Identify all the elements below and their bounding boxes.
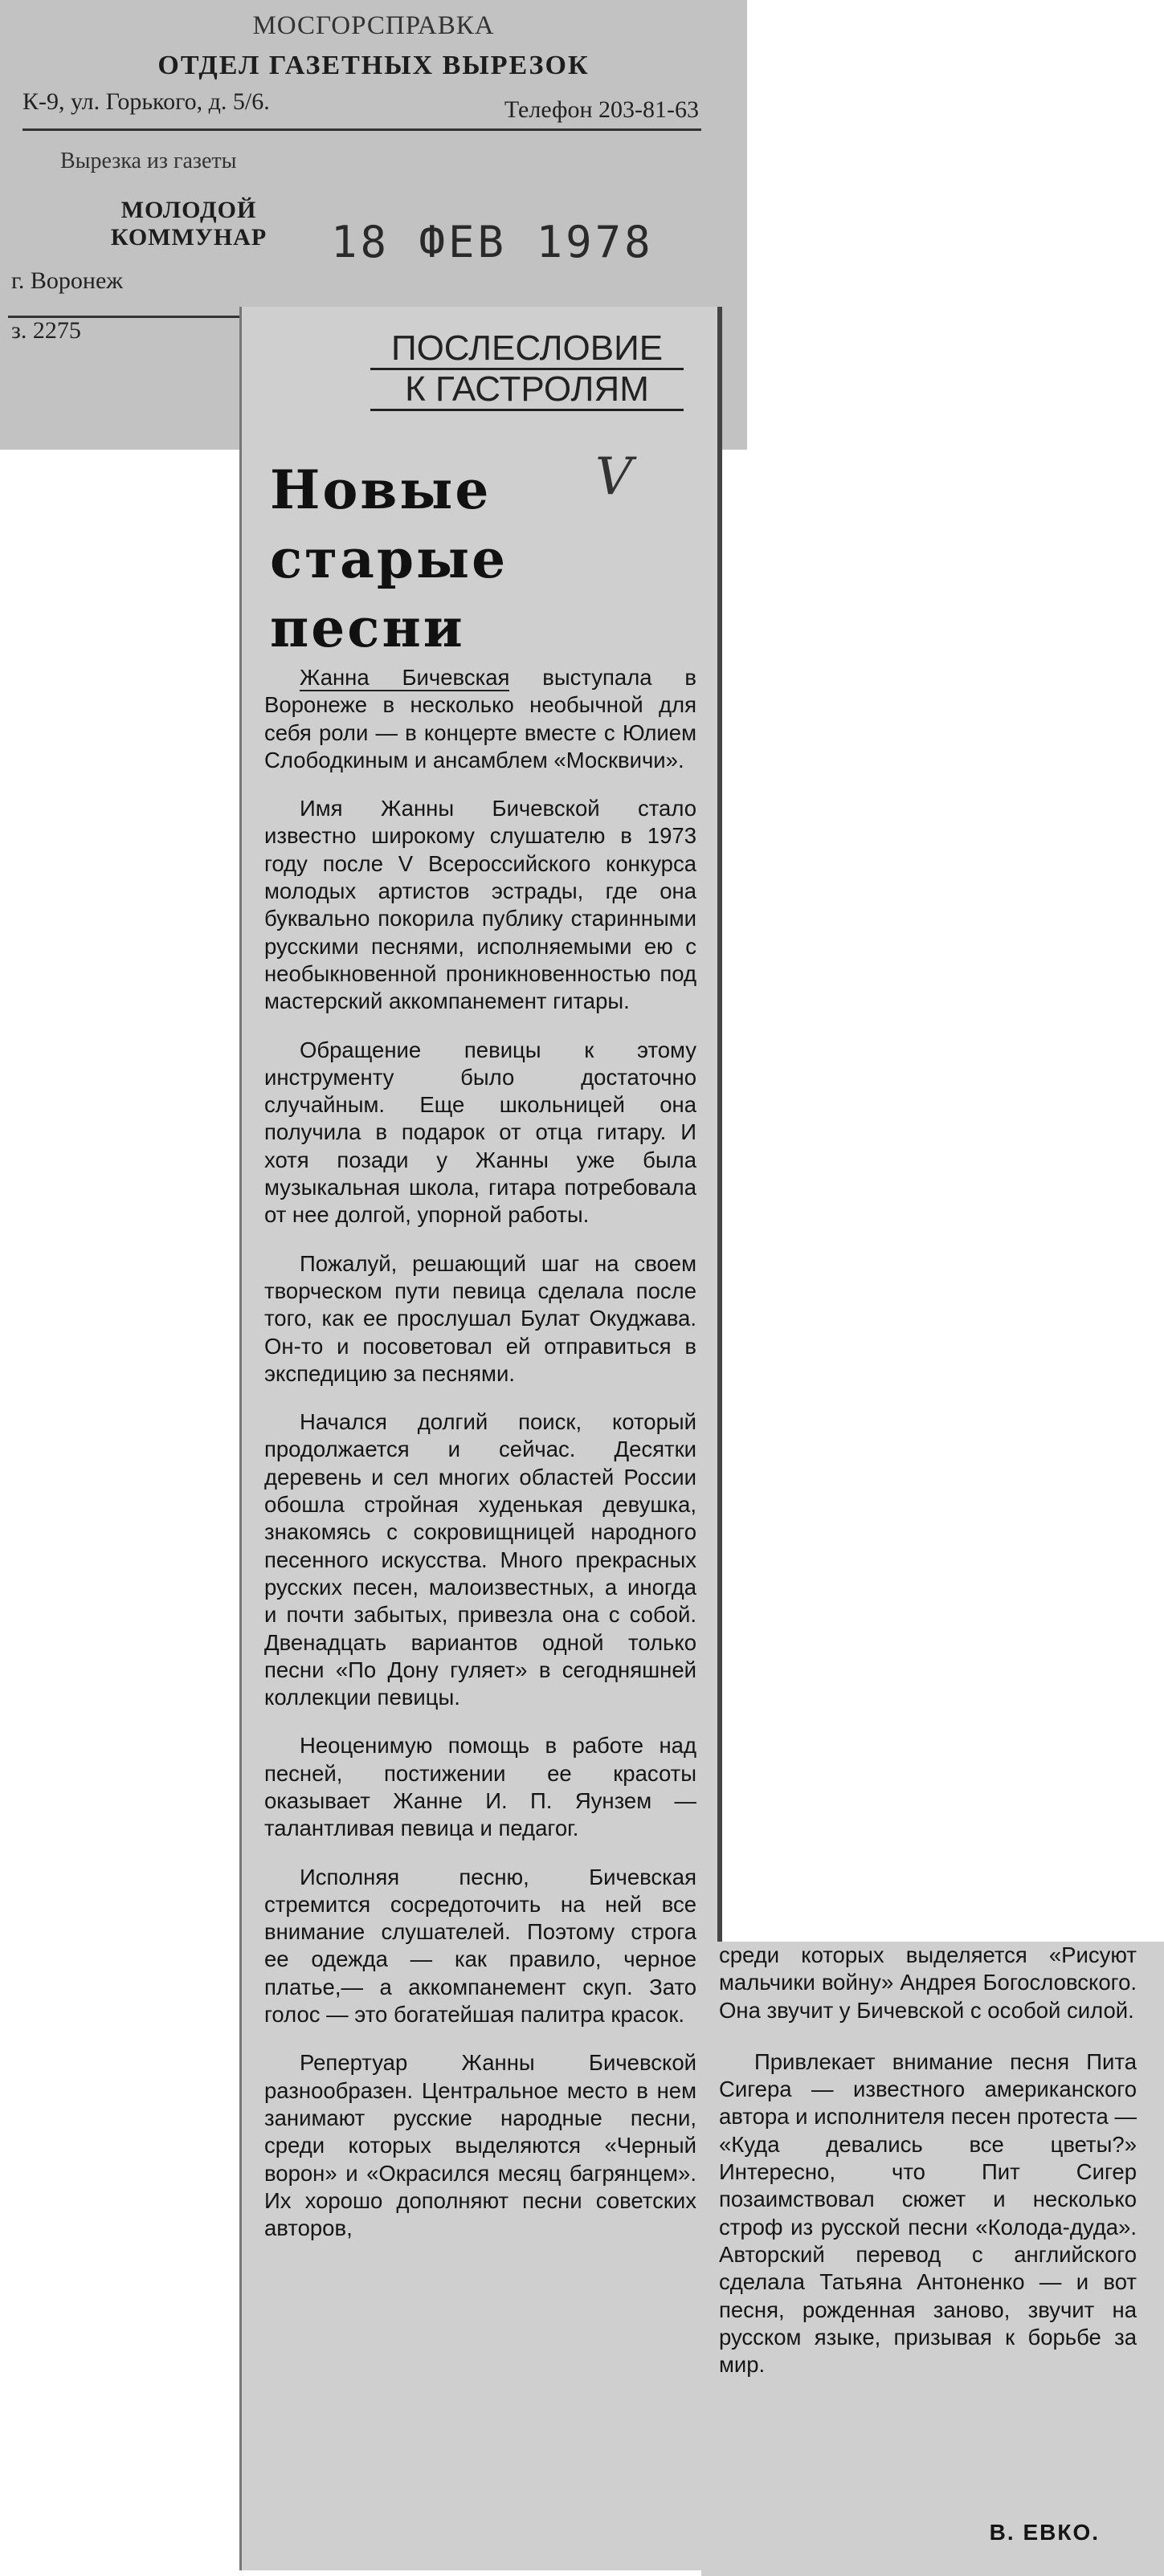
headline-line-1: Новые xyxy=(270,459,492,521)
paragraph-3: Обращение певицы к этому инструменту было достаточно случайным. Еще школьницей она получила в подарок от отца гитару. И хотя позади у Жанны уже была музыкальная школа, гитара потребовала от нее долгой, упорной работы. xyxy=(264,1037,696,1228)
article-clipping-main xyxy=(239,307,722,2570)
headline-line-2: старые xyxy=(270,528,508,590)
department-name: ОТДЕЛ ГАЗЕТНЫХ ВЫРЕЗОК xyxy=(157,51,590,80)
paragraph-4: Пожалуй, решающий шаг на своем творческом пути певица сделала после того, как ее прослушал Булат Окуджава. Он-то и посоветовал ей отправиться в экспедицию за песнями. xyxy=(264,1250,696,1386)
author-signature: В. ЕВКО. xyxy=(989,2520,1100,2545)
performer-name: Жанна Бичевская xyxy=(300,665,510,690)
paragraph-9: среди которых выделяется «Рисуют мальчики войну» Андрея Богословского. Она звучит у Бичевской с особой силой. xyxy=(719,1942,1137,2023)
paragraph-6: Неоценимую помощь в работе над песней, постижении ее красоты оказывает Жанне И. П. Яунзем — талантливая певица и педагог. xyxy=(264,1733,696,1841)
article-body xyxy=(264,664,696,2263)
paragraph-1-text: выступала в Воронеже в несколько необычной для себя роли — в концерте вместе с Юлием Слободкиным и ансамблем «Москвичи». xyxy=(264,665,696,772)
handwritten-check-mark: V xyxy=(595,447,633,507)
paragraph-7: Исполняя песню, Бичевская стремится сосредоточить на ней все внимание слушателей. Поэтому строга ее одежда — как правило, черное платье,— а аккомпанемент скуп. Зато голос — это богатейшая палитра красок. xyxy=(264,1864,696,2028)
article-rubric xyxy=(370,329,684,411)
paragraph-5: Начался долгий поиск, который продолжается и сейчас. Десятки деревень и сел многих областей России обошла стройная худенькая девушка, знакомясь с сокровищницей народного песенного искусства. Много прекрасных русских песен, малоизвестных, а иногда и почти забытых, привезла она с собой. Двенадцать вариантов одной только песни «По Дону гуляет» в сегодняшней коллекции певицы. xyxy=(264,1409,696,1710)
newspaper-name: МОЛОДОЙ КОММУНАР xyxy=(110,197,268,251)
date-stamp: 18 ФЕВ 1978 xyxy=(331,217,654,267)
continuation-body xyxy=(719,1942,1137,2403)
city-label: г. Воронеж xyxy=(11,267,124,294)
order-number: з. 2275 xyxy=(11,317,81,344)
paragraph-1 xyxy=(264,664,696,774)
paragraph-2: Имя Жанны Бичевской стало известно широкому слушателю в 1973 году после V Всероссийского конкурса молодых артистов эстрады, где она буквально покорила публику старинными русскими песнями, исполняемыми ею с необыкновенной проникновенностью под мастерский аккомпанемент гитары. xyxy=(264,796,696,1014)
agency-name: МОСГОРСПРАВКА xyxy=(252,11,495,40)
paragraph-8: Репертуар Жанны Бичевской разнообразен. Центральное место в нем занимают русские народные песни, среди которых выделяются «Черный ворон» и «Окрасился месяц багрянцем». Их хорошо дополняют песни советских авторов, xyxy=(264,2050,696,2241)
clipping-label: Вырезка из газеты xyxy=(60,149,237,173)
bureau-phone: Телефон 203-81-63 xyxy=(504,96,699,123)
bureau-address: К-9, ул. Горького, д. 5/6. xyxy=(22,88,270,115)
headline-line-3: песни xyxy=(270,597,465,659)
rubric-line-1: ПОСЛЕСЛОВИЕ xyxy=(370,329,684,370)
article-headline xyxy=(270,455,527,662)
paragraph-10: Привлекает внимание песня Пита Сигера — известного американского автора и исполнителя песен протеста — «Куда девались все цветы?» Интересно, что Пит Сигер позаимствовал сюжет и несколько строф из русской песни «Колода-дуда». Авторский перевод с английского сделала Татьяна Антоненко — и вот песня, рожденная заново, звучит на русском языке, призывая к борьбе за мир. xyxy=(719,2048,1137,2378)
header-divider xyxy=(22,128,701,131)
rubric-line-2: К ГАСТРОЛЯМ xyxy=(370,370,684,411)
article-clipping-continuation xyxy=(701,1942,1164,2576)
